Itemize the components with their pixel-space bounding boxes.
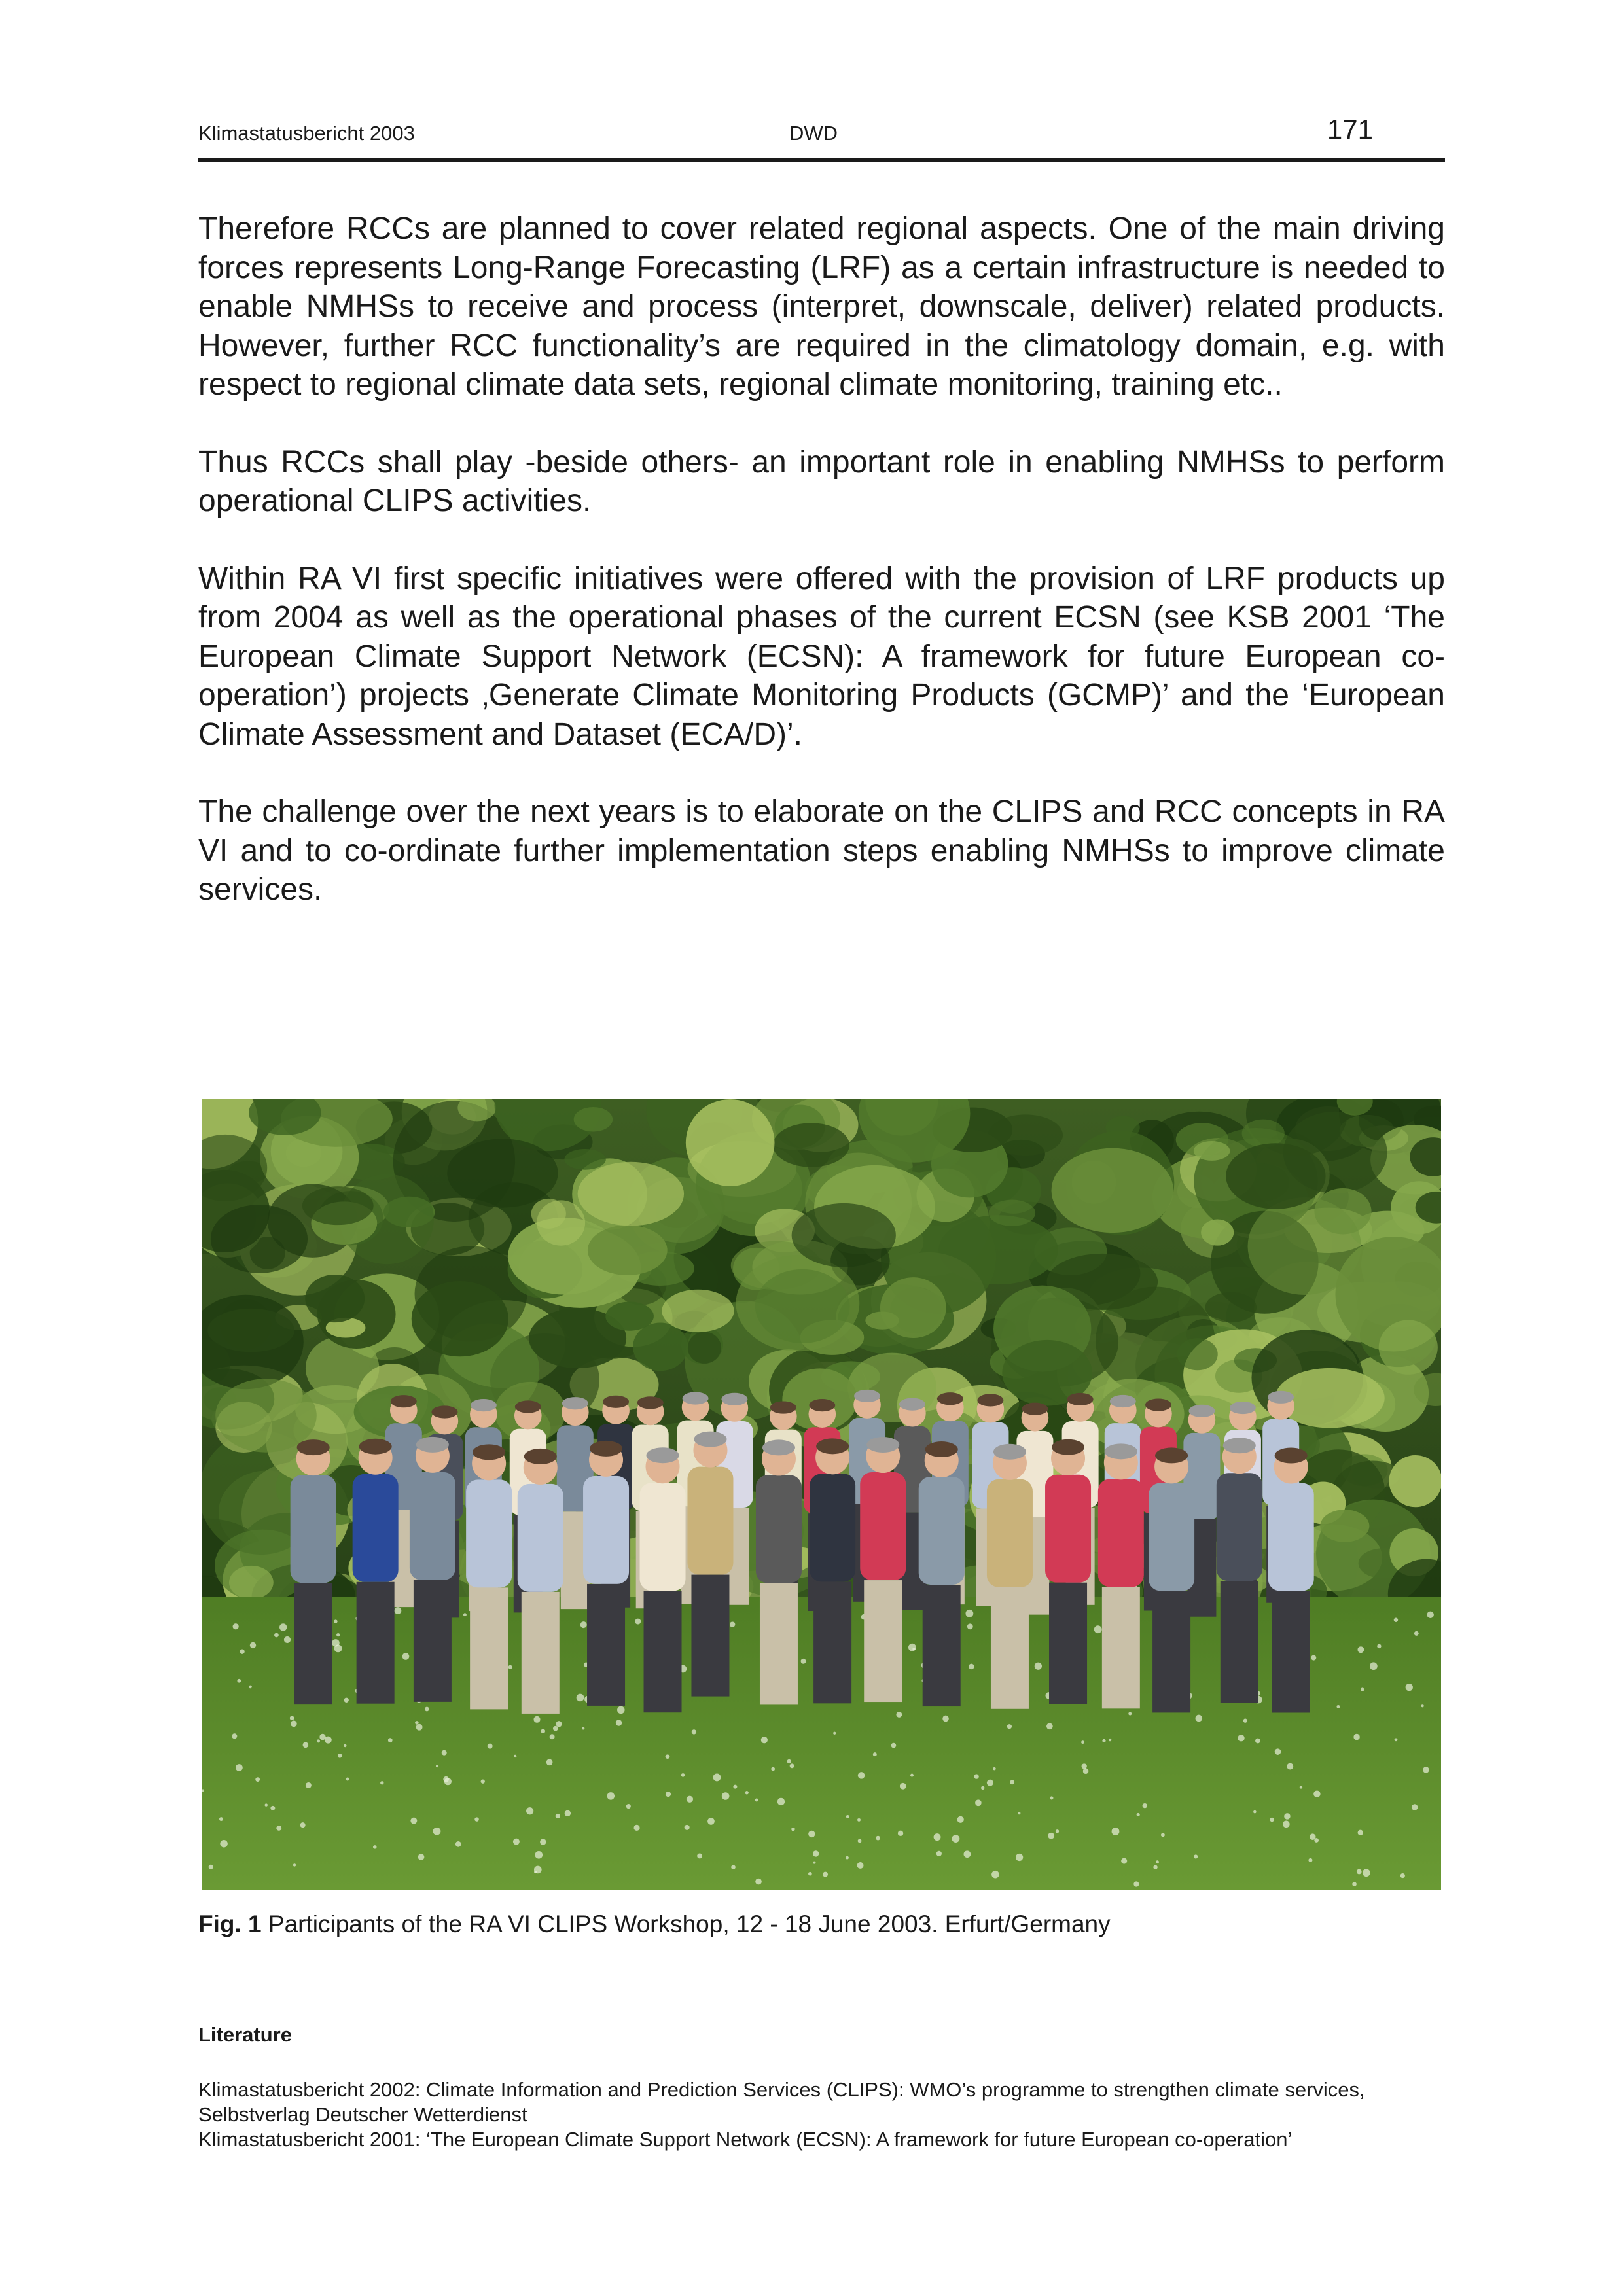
group-photo-illustration [202, 1099, 1441, 1890]
literature-heading: Literature [198, 2023, 292, 2046]
paragraph-3: Within RA VI first specific initiatives were offered with the provision of LRF products up from 2004 as well as the operational phases of the current ECSN (see KSB 2001 ‘The European Climate Support Network (ECSN): A framework for future European co-operation’) projects ‚Generate Climate Monitoring Products (GCMP)’ and the ‘European Climate Assessment and Dataset (ECA/D)’. [198, 561, 1445, 752]
page-header [198, 116, 1445, 162]
page-number: 171 [1327, 114, 1373, 145]
main-text [198, 209, 1445, 948]
figure-caption [198, 1911, 1445, 1938]
header-report-title: Klimastatusbericht 2003 [198, 122, 415, 145]
literature-list [198, 2077, 1445, 2152]
paragraph-4: The challenge over the next years is to elaborate on the CLIPS and RCC concepts in RA VI and to co-ordinate further implementation steps enabling NMHSs to improve climate services. [198, 794, 1445, 907]
paragraph-1: Therefore RCCs are planned to cover related regional aspects. One of the main driving forces represents Long-Range Forecasting (LRF) as a certain infrastructure is needed to enable NMHSs to receive and process (interpret, downscale, deliver) related products. However, further RCC functionality’s are required in the climatology domain, e.g. with respect to regional climate data sets, regional climate monitoring, training etc.. [198, 211, 1445, 402]
figure-caption-text: Participants of the RA VI CLIPS Workshop, 12 - 18 June 2003. Erfurt/Germany [261, 1911, 1111, 1937]
header-publisher: DWD [789, 122, 838, 145]
literature-item: Klimastatusbericht 2001: ‘The European Climate Support Network (ECSN): A framework for future European co-operation’ [198, 2128, 1293, 2151]
group-photo [202, 1099, 1441, 1890]
paragraph-2: Thus RCCs shall play -beside others- an important role in enabling NMHSs to perform operational CLIPS activities. [198, 444, 1445, 518]
figure-label: Fig. 1 [198, 1911, 262, 1937]
literature-item: Klimastatusbericht 2002: Climate Information and Prediction Services (CLIPS): WMO’s programme to strengthen climate services, Selbstverlag Deutscher Wetterdienst [198, 2078, 1365, 2126]
